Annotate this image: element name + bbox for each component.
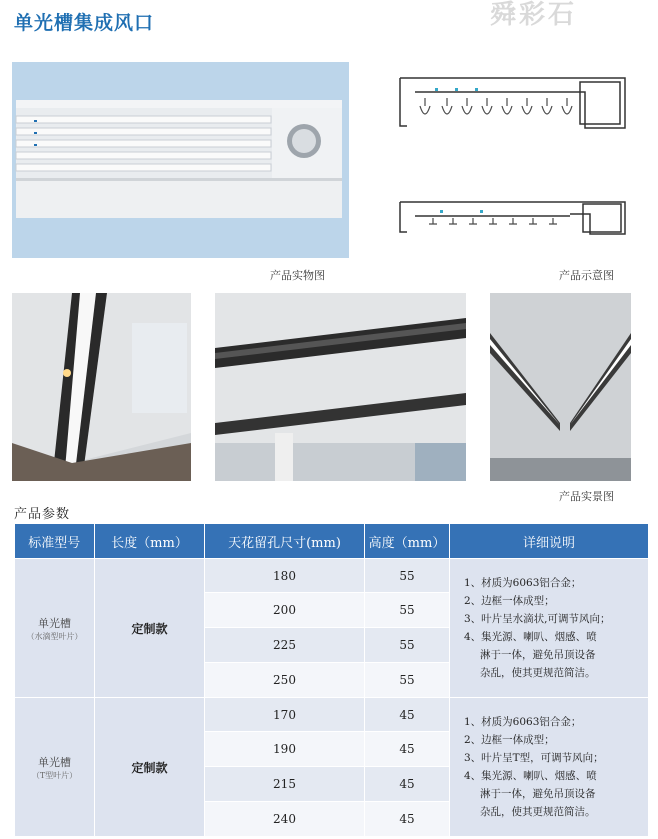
- page-title: 单光槽集成风口: [14, 12, 155, 34]
- height-cell: 55: [365, 663, 450, 698]
- note-line: 4、集光源、喇叭、烟感、喷: [464, 770, 597, 782]
- height-cell: 45: [365, 698, 450, 732]
- height-cell: 55: [365, 593, 450, 628]
- product-photo-caption: 产品实物图: [270, 269, 325, 282]
- description-cell: [450, 559, 649, 698]
- parameter-table: [14, 524, 649, 837]
- scene-photo-right: [490, 293, 631, 481]
- column-header: 天花留孔尺寸(mm): [205, 524, 365, 559]
- column-header: 长度（mm）: [95, 524, 205, 559]
- model-name: 单光槽: [38, 616, 71, 630]
- height-cell: 55: [365, 559, 450, 593]
- size-cell: 200: [205, 593, 365, 628]
- size-cell: 170: [205, 698, 365, 732]
- size-cell: 190: [205, 732, 365, 767]
- height-cell: 55: [365, 628, 450, 663]
- model-name: 单光槽: [38, 755, 71, 769]
- scene-photo-middle: [215, 293, 466, 481]
- note-line: 2、边框一体成型；: [464, 734, 555, 746]
- column-header: 详细说明: [450, 524, 649, 559]
- section-title: 产品参数: [14, 507, 71, 522]
- note-line: 4、集光源、喇叭、烟感、喷: [464, 631, 597, 643]
- product-photo: [12, 62, 349, 258]
- height-cell: 45: [365, 802, 450, 837]
- brand-watermark: 舜彩石: [490, 0, 578, 30]
- scene-photo-left: [12, 293, 191, 481]
- size-cell: 215: [205, 767, 365, 802]
- note-line: 1、材质为6063铝合金；: [464, 577, 582, 589]
- model-cell: [15, 698, 95, 837]
- column-header: 标准型号: [15, 524, 95, 559]
- column-header: 高度（mm）: [365, 524, 450, 559]
- size-cell: 240: [205, 802, 365, 837]
- note-line: 淋于一体，避免吊顶设备: [480, 788, 596, 800]
- model-subtype: （T型叶片）: [31, 770, 78, 780]
- product-diagram-top: [395, 70, 635, 140]
- scene-photo-caption: 产品实景图: [559, 490, 614, 503]
- note-line: 2、边框一体成型；: [464, 595, 555, 607]
- description-cell: [450, 698, 649, 837]
- note-line: 3、叶片呈T型，可调节风向；: [464, 752, 604, 764]
- model-cell: [15, 559, 95, 698]
- note-line: 1、材质为6063铝合金；: [464, 716, 582, 728]
- length-cell: 定制款: [95, 698, 205, 837]
- height-cell: 45: [365, 732, 450, 767]
- size-cell: 225: [205, 628, 365, 663]
- product-diagram-bottom: [395, 188, 635, 240]
- note-line: 3、叶片呈水滴状,可调节风向；: [464, 613, 611, 625]
- size-cell: 250: [205, 663, 365, 698]
- product-diagram-caption: 产品示意图: [559, 269, 614, 282]
- note-line: 杂乱，使其更规范简洁。: [480, 667, 596, 679]
- length-cell: 定制款: [95, 559, 205, 698]
- note-line: 杂乱，使其更规范简洁。: [480, 806, 596, 818]
- model-subtype: （水滴型叶片）: [26, 631, 83, 641]
- size-cell: 180: [205, 559, 365, 593]
- note-line: 淋于一体，避免吊顶设备: [480, 649, 596, 661]
- height-cell: 45: [365, 767, 450, 802]
